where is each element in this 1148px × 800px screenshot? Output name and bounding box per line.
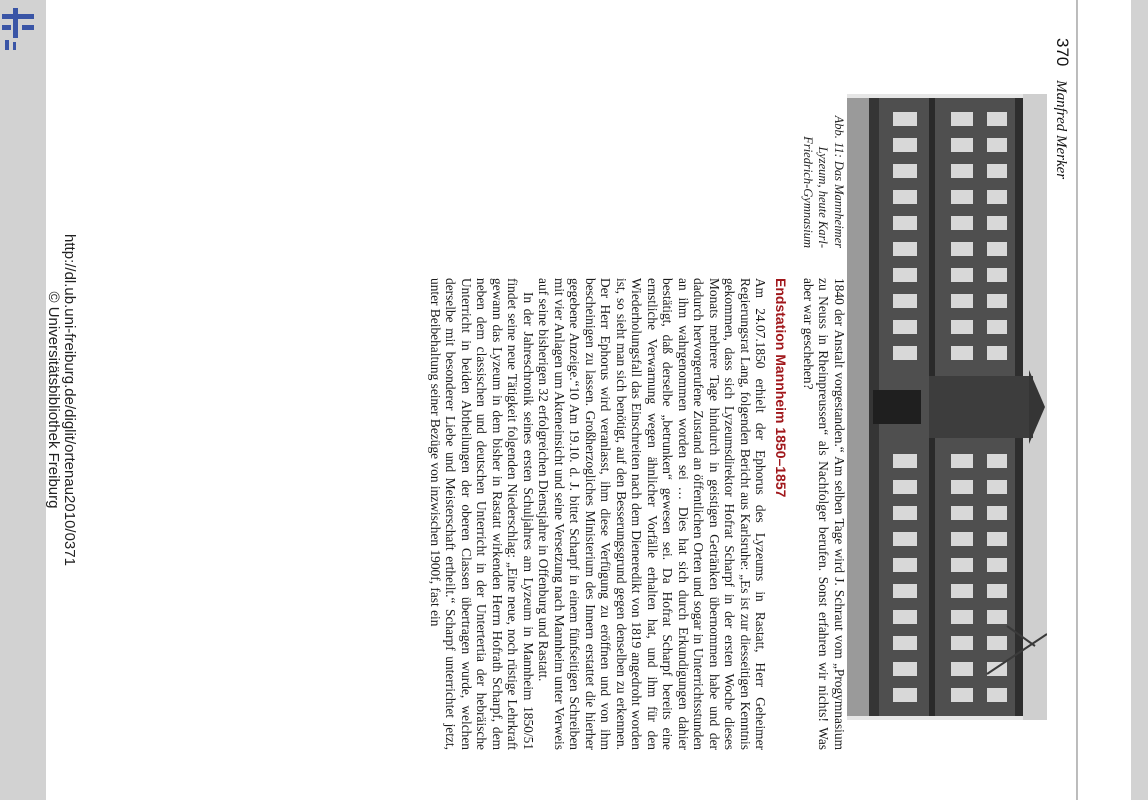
running-head [1052,38,1072,179]
running-head-rule [1076,0,1077,800]
article-body [428,278,848,750]
body-paragraph-2: In der Jahreschronik seines ersten Schuljahres am Lyzeum in Mannheim 1850/51 findet seine neue Tätigkeit folgenden Niederschlag: „Eine neue, noch rüstige Lehrkraft gewann das Lyzeum in dem bisher in Rastatt wirkenden Herrn Hofrath Scharpf, dem neben dem classischen und deutschen Unterricht in der Untertertia der hebräische Unterricht in beiden Abtheilungen der oberen Classen übertragen wurde, welchen derselbe mit besonderer Liebe und Meisterschaft ertheilt.“ Scharpf unterrichtet jetzt, unter Beibehaltung seiner Bezüge von inzwischen 1900f, fast ein [428,278,536,750]
margin-copyright: © Universitätsbibliothek Freiburg [45,291,62,509]
building-photo [847,94,1047,720]
intro-paragraph: 1840 der Anstalt vorgestanden.“ Am selben Tage wird J. Schraut vom „Progymnasium zu Neuss in Rheinpreussen“ als Nachfolger berufen. Sonst erfahren wir nichts! Was aber war geschehen? [801,278,847,750]
viewer-right-gutter [1131,0,1148,800]
body-paragraph-1: Am 24.07.1850 erhielt der Ephorus des Lyzeums in Rastatt, Herr Geheimer Regierungsrat Lang, folgenden Bericht aus Karlsruhe: „Es ist zur diesseitigen Kenntnis gekommen, dass sich Lyzeumsdirektor Hofrat Scharpf in der ersten Woche dieses Monats mehrere Tage hindurch in geistigen Getränken übernommen habe und der dadurch hervorgerufene Zustand an öffentlichen Orten und sogar in Unterrichtsstunden an ihm wahrgenommen worden sei … Dies hat sich durch Erkundigungen dahier bestätigt, daß derselbe „betrunken“ gewesen sei. Da Hofrat Scharpf bereits eine ernstliche Verwarnung wegen ähnlicher Vorfälle erhalten hat, und ihm für den Wiederholungsfall das Einschreiten nach dem Dieneredikt von 1819 angedroht worden ist, so sieht man sich benötigt, auf den Besserungsgrund gegen denselben zu erkennen. Der Herr Ephorus wird veranlasst, ihm diese Verfügung zu eröffnen und von ihm bescheinigen zu lassen. Großherzogliches Ministerium des Innern erstattet die hierher gegebene Anzeige.“10 Am 19.10. d. J. bittet Scharpf in einem fünfseitigen Schreiben mit vier Anlagen um Akteneinsicht und seine Versetzung nach Mannheim unter Verweis auf seine bisherigen 32 erfolgreichen Dienstjahre in Offenburg und Rastatt. [536,278,769,750]
page-number: 370 [1053,38,1072,67]
margin-url-block [45,0,77,800]
rotated-page-content [46,0,1077,800]
figure-caption: Abb. 11: Das Mannheimer Lyzeum, heute Karl-Friedrich-Gymnasium [801,115,846,248]
margin-url: http://dl.ub.uni-freiburg.de/diglit/ortenau2010/0371 [61,234,78,566]
page-edge [1077,0,1132,800]
library-logo-icon [0,6,46,54]
viewer-left-gutter [0,0,46,800]
author-name: Manfred Merker [1053,80,1069,180]
section-heading: Endstation Mannheim 1850–1857 [773,278,790,498]
